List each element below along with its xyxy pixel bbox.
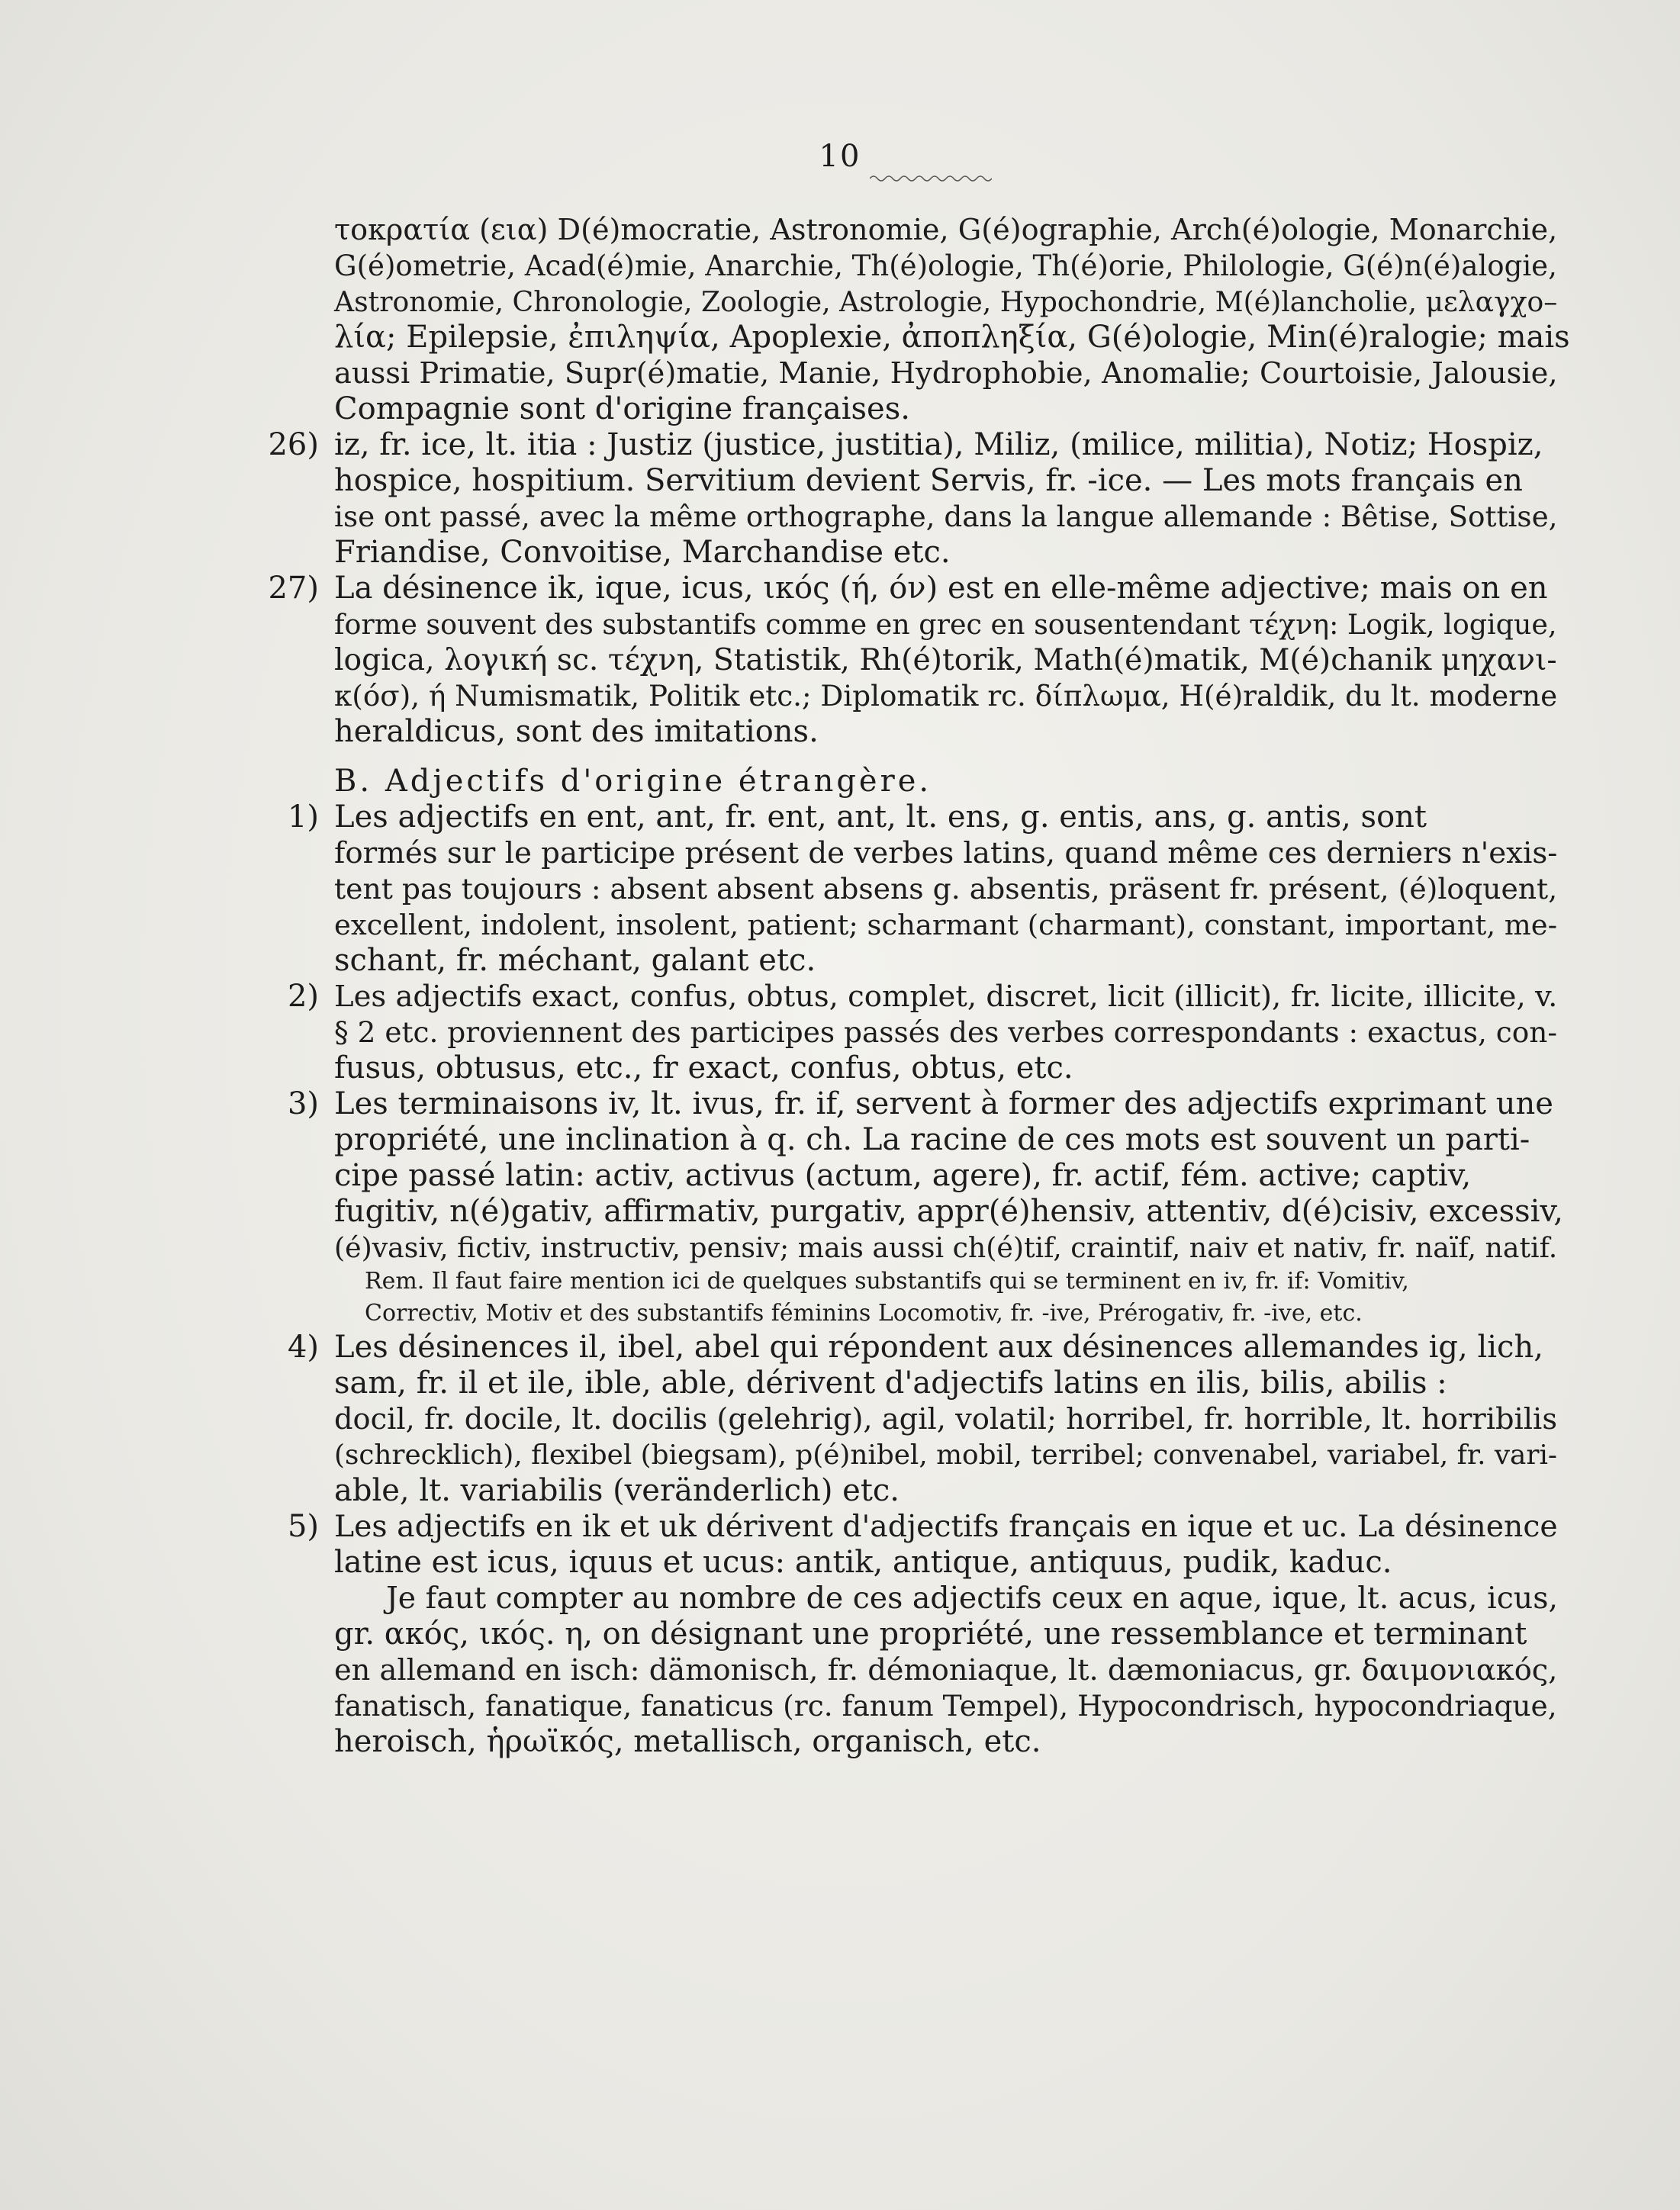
text-line: G(é)ometrie, Acad(é)mie, Anarchie, Th(é)ologie, Th(é)orie, Philologie, G(é)n(é)alogie, — [334, 249, 1557, 282]
paragraph-number: 5) — [287, 1509, 319, 1544]
text-line: Les adjectifs en ent, ant, fr. ent, ant, lt. ens, g. entis, ans, g. antis, sont — [334, 799, 1427, 835]
text-line: § 2 etc. proviennent des participes passés des verbes correspondants : exactus, con- — [334, 1015, 1558, 1049]
text-line: formés sur le participe présent de verbes latins, quand même ces derniers n'exis- — [334, 836, 1558, 870]
paragraph-26 — [268, 427, 1570, 571]
text-line: Friandise, Convoitise, Marchandise etc. — [334, 535, 951, 570]
text-line: docil, fr. docile, lt. docilis (gelehrig), agil, volatil; horribel, fr. horrible, lt. horribilis — [334, 1402, 1558, 1436]
text-line: Rem. Il faut faire mention ici de quelques substantifs qui se terminent en iv, fr. if: Vomitiv, — [365, 1268, 1409, 1295]
paragraph-b2 — [287, 979, 1570, 1086]
text-line: tent pas toujours : absent absent absens g. absentis, präsent fr. présent, (é)loquent, — [334, 872, 1558, 906]
text-line: Je faut compter au nombre de ces adjectifs ceux en aque, ique, lt. acus, icus, — [386, 1581, 1558, 1616]
text-line: Correctiv, Motiv et des substantifs féminins Locomotiv, fr. -ive, Prérogativ, fr. -ive, etc. — [365, 1300, 1363, 1327]
closing-paragraph — [334, 1581, 1570, 1760]
section-title: B. Adjectifs d'origine étrangère. — [334, 764, 932, 799]
text-line: gr. ακός, ικός. η, on désignant une propriété, une ressemblance et terminant — [334, 1616, 1527, 1652]
paragraph-b3 — [287, 1086, 1570, 1266]
paragraph-number: 26) — [268, 427, 319, 462]
text-line: heraldicus, sont des imitations. — [334, 714, 819, 749]
text-line: excellent, indolent, insolent, patient; scharmant (charmant), constant, important, me- — [334, 909, 1558, 941]
text-line: iz, fr. ice, lt. itia : Justiz (justice, justitia), Miliz, (milice, militia), Notiz; Hospiz, — [334, 427, 1543, 462]
text-line: ise ont passé, avec la même orthographe, dans la langue allemande : Bêtise, Sottise, — [334, 500, 1558, 533]
text-line: fugitiv, n(é)gativ, affirmativ, purgativ, appr(é)hensiv, attentiv, d(é)cisiv, excessiv, — [334, 1194, 1563, 1229]
text-line: hospice, hospitium. Servitium devient Servis, fr. -ice. — Les mots français en — [334, 463, 1523, 498]
text-line: able, lt. variabilis (veränderlich) etc. — [334, 1473, 900, 1508]
text-line: Astronomie, Chronologie, Zoologie, Astrologie, Hypochondrie, M(é)lancholie, μελαγχο– — [334, 285, 1558, 318]
text-line: Les adjectifs en ik et uk dérivent d'adjectifs français en ique et uc. La désinence — [334, 1509, 1558, 1544]
text-line: (é)vasiv, fictiv, instructiv, pensiv; mais aussi ch(é)tif, craintif, naiv et nativ, fr. naïf, natif. — [334, 1231, 1558, 1264]
body-text — [268, 212, 1570, 1760]
text-line: La désinence ik, ique, icus, ικός (ή, όν) est en elle-même adjective; mais on en — [334, 571, 1548, 606]
paragraph-27 — [268, 571, 1570, 750]
paragraph-number: 4) — [287, 1330, 319, 1365]
text-line: cipe passé latin: activ, activus (actum, agere), fr. actif, fém. active; captiv, — [334, 1158, 1472, 1193]
text-line: en allemand en isch: dämonisch, fr. démoniaque, lt. dæmoniacus, gr. δαιμονιακός, — [334, 1653, 1558, 1687]
page-number-ornament — [870, 174, 992, 183]
text-line: logica, λογική sc. τέχνη, Statistik, Rh(é)torik, Math(é)matik, M(é)chanik μηχανι- — [334, 643, 1557, 677]
text-line: Les adjectifs exact, confus, obtus, complet, discret, licit (illicit), fr. licite, illicite, v. — [334, 980, 1558, 1014]
paragraph-number: 1) — [287, 799, 319, 835]
text-line: τοκρατία (εια) D(é)mocratie, Astronomie, G(é)ographie, Arch(é)ologie, Monarchie, — [334, 213, 1558, 246]
text-line: sam, fr. il et ile, ible, able, dérivent d'adjectifs latins en ilis, bilis, abilis : — [334, 1366, 1447, 1401]
text-line: propriété, une inclination à q. ch. La racine de ces mots est souvent un parti- — [334, 1122, 1530, 1157]
text-line: aussi Primatie, Supr(é)matie, Manie, Hydrophobie, Anomalie; Courtoisie, Jalousie, — [334, 356, 1558, 391]
paragraph-number: 3) — [287, 1086, 319, 1121]
text-line: schant, fr. méchant, galant etc. — [334, 943, 816, 978]
intro-paragraph — [334, 212, 1570, 427]
section-heading — [334, 764, 1570, 799]
text-line: Les terminaisons iv, lt. ivus, fr. if, servent à former des adjectifs exprimant une — [334, 1086, 1553, 1121]
text-line: forme souvent des substantifs comme en grec en sousentendant τέχνη: Logik, logique, — [334, 608, 1557, 641]
text-line: fanatisch, fanatique, fanaticus (rc. fanum Tempel), Hypocondrisch, hypocondriaque, — [334, 1689, 1557, 1723]
paragraph-b4 — [287, 1330, 1570, 1509]
text-line: (schrecklich), flexibel (biegsam), p(é)nibel, mobil, terribel; convenabel, variabel, fr. vari- — [334, 1440, 1558, 1471]
remark — [334, 1266, 1570, 1330]
page-number: 10 — [819, 139, 861, 174]
text-line: Les désinences il, ibel, abel qui répondent aux désinences allemandes ig, lich, — [334, 1330, 1543, 1365]
text-line: Compagnie sont d'origine françaises. — [334, 391, 910, 426]
paragraph-b5 — [287, 1509, 1570, 1581]
text-line: fusus, obtusus, etc., fr exact, confus, obtus, etc. — [334, 1050, 1073, 1086]
paragraph-number: 27) — [268, 571, 319, 606]
paragraph-number: 2) — [287, 979, 319, 1014]
text-line: latine est icus, iquus et ucus: antik, antique, antiquus, pudik, kaduc. — [334, 1545, 1392, 1580]
paragraph-b1 — [287, 799, 1570, 979]
text-line: heroisch, ἡρωϊκός, metallisch, organisch, etc. — [334, 1724, 1041, 1759]
text-line: κ(όσ), ή Numismatik, Politik etc.; Diplomatik rc. δίπλωμα, H(é)raldik, du lt. moderne — [334, 679, 1558, 713]
text-line: λία; Epilepsie, ἐπιληψία, Apoplexie, ἀποπληξία, G(é)ologie, Min(é)ralogie; mais — [334, 320, 1570, 355]
